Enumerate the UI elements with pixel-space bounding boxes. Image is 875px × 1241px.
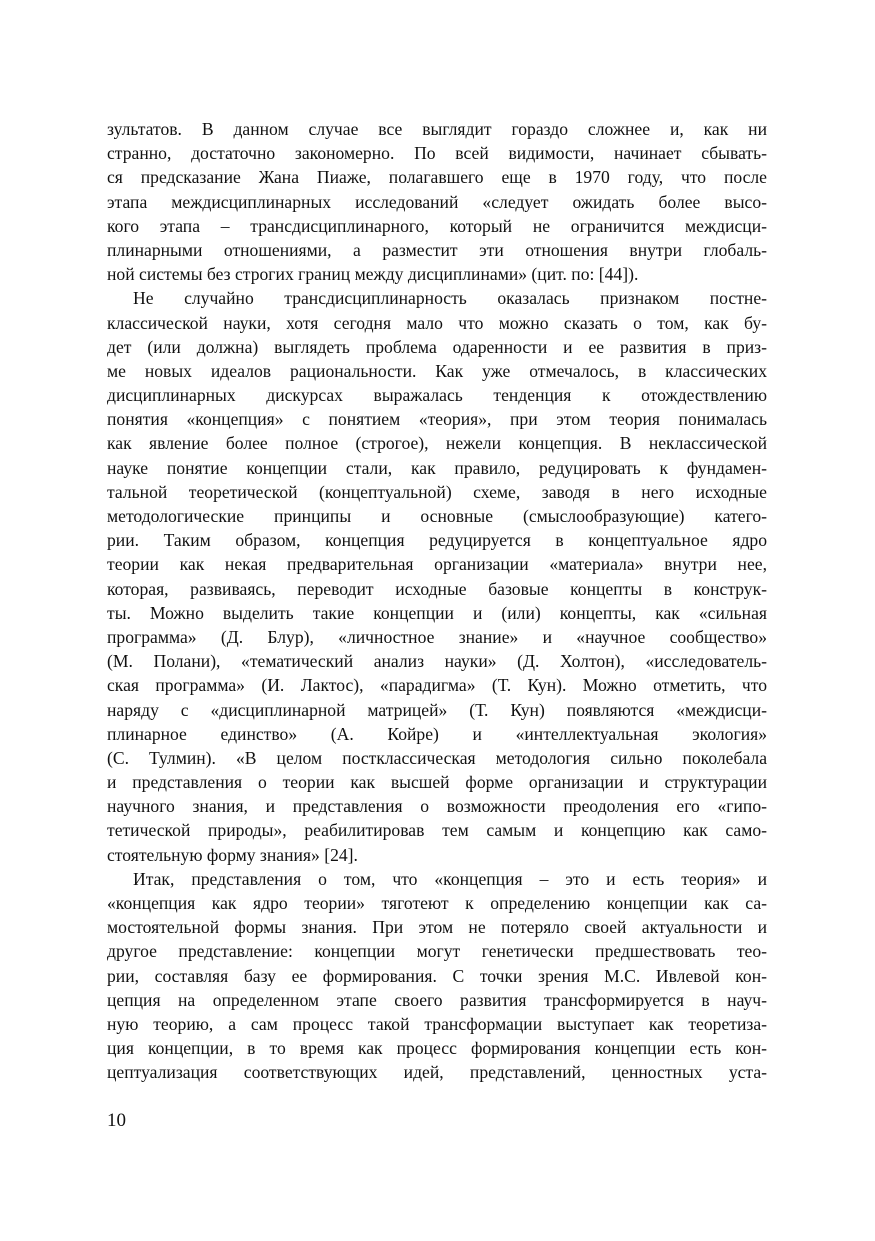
text-line: ную теорию, а сам процесс такой трансформации выступает как теоретиза- — [107, 1013, 767, 1034]
text-line: (М. Полани), «тематический анализ науки» (Д. Холтон), «исследователь- — [107, 651, 767, 672]
text-line: наряду с «дисциплинарной матрицей» (Т. Кун) появляются «междисци- — [107, 699, 767, 720]
body-text — [107, 117, 767, 1085]
text-line: понятия «концепция» с понятием «теория», при этом теория понималась — [107, 409, 767, 430]
text-line: цепция на определенном этапе своего развития трансформируется в науч- — [107, 989, 767, 1010]
text-line: и представления о теории как высшей форме организации и структурации — [107, 772, 767, 793]
text-line: методологические принципы и основные (смыслообразующие) катего- — [107, 506, 767, 526]
text-line: (С. Тулмин). «В целом постклассическая методология сильно поколебала — [107, 747, 767, 768]
page-number: 10 — [107, 1110, 126, 1131]
text-line: ская программа» (И. Лактос), «парадигма» (Т. Кун). Можно отметить, что — [107, 675, 767, 696]
text-line: другое представление: концепции могут генетически предшествовать тео- — [107, 941, 767, 962]
paragraph — [107, 867, 767, 1085]
text-line: плинарное единство» (А. Койре) и «интеллектуальная экология» — [107, 723, 767, 744]
text-line: Не случайно трансдисциплинарность оказалась признаком постне- — [133, 288, 767, 309]
paragraph — [107, 117, 767, 286]
text-line: зультатов. В данном случае все выглядит гораздо сложнее и, как ни — [107, 119, 767, 139]
text-line: классической науки, хотя сегодня мало что можно сказать о том, как бу- — [107, 312, 767, 333]
text-line: Итак, представления о том, что «концепция – это и есть теория» и — [133, 868, 767, 889]
text-line: рии, составляя базу ее формирования. С точки зрения М.С. Ивлевой кон- — [107, 965, 767, 986]
text-line: кого этапа – трансдисциплинарного, который не ограничится междисци- — [107, 215, 767, 236]
text-line: ся предсказание Жана Пиаже, полагавшего еще в 1970 году, что после — [107, 167, 767, 188]
text-line: странно, достаточно закономерно. По всей видимости, начинает сбывать- — [107, 143, 767, 164]
text-line: которая, развиваясь, переводит исходные базовые концепты в конструк- — [107, 578, 767, 599]
text-line: стоятельную форму знания» [24]. — [107, 844, 358, 865]
paragraph — [107, 286, 767, 867]
text-line: как явление более полное (строгое), нежели концепция. В неклассической — [107, 433, 767, 454]
text-line: программа» (Д. Блур), «личностное знание» и «научное сообщество» — [107, 626, 767, 647]
text-line: рии. Таким образом, концепция редуцируется в концептуальное ядро — [107, 530, 767, 551]
text-line: тетической природы», реабилитировав тем самым и концепцию как само- — [107, 820, 767, 841]
text-line: теории как некая предварительная организации «материала» внутри нее, — [107, 554, 767, 575]
text-line: науке понятие концепции стали, как правило, редуцировать к фундамен- — [107, 457, 767, 478]
text-line: плинарными отношениями, а разместит эти отношения внутри глобаль- — [107, 239, 767, 260]
text-line: ной системы без строгих границ между дисциплинами» (цит. по: [44]). — [107, 264, 639, 285]
text-line: мостоятельной формы знания. При этом не потеряло своей актуальности и — [107, 917, 767, 938]
text-line: тальной теоретической (концептуальной) схеме, заводя в него исходные — [107, 481, 767, 502]
text-line: «концепция как ядро теории» тяготеют к определению концепции как са- — [107, 893, 767, 913]
text-line: дисциплинарных дискурсах выражалась тенденция к отождествлению — [107, 385, 767, 406]
text-line: ция концепции, в то время как процесс формирования концепции есть кон- — [107, 1038, 767, 1059]
text-line: цептуализация соответствующих идей, представлений, ценностных уста- — [107, 1062, 767, 1083]
text-line: научного знания, и представления о возможности преодоления его «гипо- — [107, 796, 767, 817]
text-line: ме новых идеалов рациональности. Как уже отмечалось, в классических — [107, 360, 767, 381]
text-line: ты. Можно выделить такие концепции и (или) концепты, как «сильная — [107, 602, 767, 623]
text-line: этапа междисциплинарных исследований «следует ожидать более высо- — [107, 191, 767, 212]
text-line: дет (или должна) выглядеть проблема одаренности и ее развития в приз- — [107, 336, 767, 357]
